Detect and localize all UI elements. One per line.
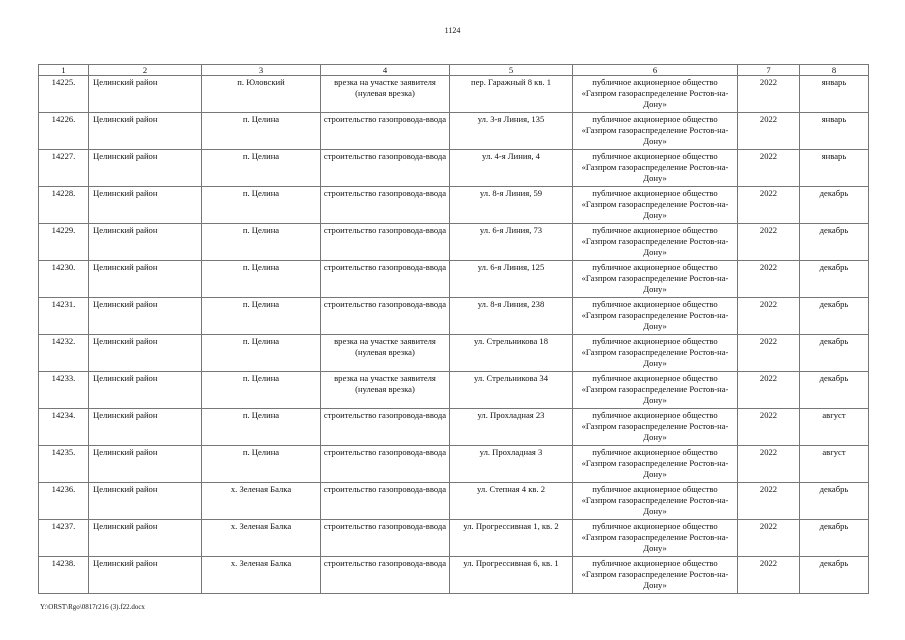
- year-cell: 2022: [738, 261, 800, 298]
- month-cell: январь: [800, 150, 869, 187]
- settlement-cell: х. Зеленая Балка: [202, 520, 321, 557]
- row-number-cell: 14232.: [39, 335, 89, 372]
- address-cell: ул. Прогрессивная 6, кв. 1: [450, 557, 573, 594]
- organization-cell: публичное акционерное общество «Газпром газораспределение Ростов-на-Дону»: [573, 150, 738, 187]
- row-number-cell: 14231.: [39, 298, 89, 335]
- row-number-cell: 14226.: [39, 113, 89, 150]
- row-number-cell: 14235.: [39, 446, 89, 483]
- row-number-cell: 14233.: [39, 372, 89, 409]
- table-row: [39, 409, 869, 446]
- year-cell: 2022: [738, 372, 800, 409]
- address-cell: ул. Прохладная 23: [450, 409, 573, 446]
- table-row: [39, 150, 869, 187]
- year-cell: 2022: [738, 224, 800, 261]
- district-cell: Целинский район: [89, 298, 202, 335]
- table-row: [39, 298, 869, 335]
- district-cell: Целинский район: [89, 483, 202, 520]
- settlement-cell: п. Целина: [202, 298, 321, 335]
- settlement-cell: п. Целина: [202, 150, 321, 187]
- work-type-cell: строительство газопровода-ввода: [321, 224, 450, 261]
- settlement-cell: п. Целина: [202, 187, 321, 224]
- year-cell: 2022: [738, 150, 800, 187]
- address-cell: ул. 6-я Линия, 73: [450, 224, 573, 261]
- work-type-cell: строительство газопровода-ввода: [321, 483, 450, 520]
- month-cell: декабрь: [800, 224, 869, 261]
- column-header-2: 2: [89, 65, 202, 76]
- organization-cell: публичное акционерное общество «Газпром газораспределение Ростов-на-Дону»: [573, 446, 738, 483]
- organization-cell: публичное акционерное общество «Газпром газораспределение Ростов-на-Дону»: [573, 224, 738, 261]
- row-number-cell: 14227.: [39, 150, 89, 187]
- row-number-cell: 14238.: [39, 557, 89, 594]
- table-row: [39, 76, 869, 113]
- year-cell: 2022: [738, 76, 800, 113]
- district-cell: Целинский район: [89, 76, 202, 113]
- district-cell: Целинский район: [89, 520, 202, 557]
- district-cell: Целинский район: [89, 335, 202, 372]
- table-row: [39, 224, 869, 261]
- organization-cell: публичное акционерное общество «Газпром газораспределение Ростов-на-Дону»: [573, 520, 738, 557]
- settlement-cell: п. Целина: [202, 335, 321, 372]
- address-cell: ул. Стрельникова 18: [450, 335, 573, 372]
- address-cell: ул. 8-я Линия, 238: [450, 298, 573, 335]
- file-path-footer: Y:\ORST\Rgo\0817r216 (3).f22.docx: [40, 603, 145, 611]
- table-row: [39, 113, 869, 150]
- work-type-cell: строительство газопровода-ввода: [321, 298, 450, 335]
- district-cell: Целинский район: [89, 113, 202, 150]
- register-table: [38, 64, 869, 594]
- settlement-cell: п. Целина: [202, 372, 321, 409]
- month-cell: декабрь: [800, 557, 869, 594]
- work-type-cell: врезка на участке заявителя (нулевая врезка): [321, 372, 450, 409]
- column-header-5: 5: [450, 65, 573, 76]
- row-number-cell: 14225.: [39, 76, 89, 113]
- column-header-7: 7: [738, 65, 800, 76]
- district-cell: Целинский район: [89, 372, 202, 409]
- page-number: 1124: [444, 26, 461, 35]
- month-cell: декабрь: [800, 187, 869, 224]
- column-header-8: 8: [800, 65, 869, 76]
- table-header-row: [39, 65, 869, 76]
- settlement-cell: п. Целина: [202, 409, 321, 446]
- row-number-cell: 14236.: [39, 483, 89, 520]
- address-cell: ул. 8-я Линия, 59: [450, 187, 573, 224]
- year-cell: 2022: [738, 187, 800, 224]
- district-cell: Целинский район: [89, 224, 202, 261]
- row-number-cell: 14230.: [39, 261, 89, 298]
- table-row: [39, 483, 869, 520]
- table-row: [39, 557, 869, 594]
- work-type-cell: врезка на участке заявителя (нулевая врезка): [321, 335, 450, 372]
- organization-cell: публичное акционерное общество «Газпром газораспределение Ростов-на-Дону»: [573, 335, 738, 372]
- column-header-6: 6: [573, 65, 738, 76]
- work-type-cell: врезка на участке заявителя (нулевая врезка): [321, 76, 450, 113]
- organization-cell: публичное акционерное общество «Газпром газораспределение Ростов-на-Дону»: [573, 372, 738, 409]
- year-cell: 2022: [738, 446, 800, 483]
- year-cell: 2022: [738, 520, 800, 557]
- organization-cell: публичное акционерное общество «Газпром газораспределение Ростов-на-Дону»: [573, 76, 738, 113]
- settlement-cell: п. Юловский: [202, 76, 321, 113]
- work-type-cell: строительство газопровода-ввода: [321, 187, 450, 224]
- address-cell: ул. 3-я Линия, 135: [450, 113, 573, 150]
- organization-cell: публичное акционерное общество «Газпром газораспределение Ростов-на-Дону»: [573, 409, 738, 446]
- work-type-cell: строительство газопровода-ввода: [321, 409, 450, 446]
- year-cell: 2022: [738, 483, 800, 520]
- work-type-cell: строительство газопровода-ввода: [321, 113, 450, 150]
- settlement-cell: х. Зеленая Балка: [202, 483, 321, 520]
- district-cell: Целинский район: [89, 187, 202, 224]
- year-cell: 2022: [738, 557, 800, 594]
- work-type-cell: строительство газопровода-ввода: [321, 520, 450, 557]
- organization-cell: публичное акционерное общество «Газпром газораспределение Ростов-на-Дону»: [573, 557, 738, 594]
- row-number-cell: 14229.: [39, 224, 89, 261]
- settlement-cell: п. Целина: [202, 446, 321, 483]
- work-type-cell: строительство газопровода-ввода: [321, 557, 450, 594]
- column-header-3: 3: [202, 65, 321, 76]
- month-cell: декабрь: [800, 335, 869, 372]
- row-number-cell: 14237.: [39, 520, 89, 557]
- address-cell: ул. Прогрессивная 1, кв. 2: [450, 520, 573, 557]
- work-type-cell: строительство газопровода-ввода: [321, 446, 450, 483]
- month-cell: январь: [800, 76, 869, 113]
- month-cell: декабрь: [800, 372, 869, 409]
- table-body: [39, 76, 869, 594]
- month-cell: август: [800, 409, 869, 446]
- district-cell: Целинский район: [89, 446, 202, 483]
- address-cell: ул. 6-я Линия, 125: [450, 261, 573, 298]
- address-cell: ул. 4-я Линия, 4: [450, 150, 573, 187]
- settlement-cell: п. Целина: [202, 113, 321, 150]
- month-cell: январь: [800, 113, 869, 150]
- organization-cell: публичное акционерное общество «Газпром газораспределение Ростов-на-Дону»: [573, 113, 738, 150]
- settlement-cell: п. Целина: [202, 261, 321, 298]
- work-type-cell: строительство газопровода-ввода: [321, 261, 450, 298]
- organization-cell: публичное акционерное общество «Газпром газораспределение Ростов-на-Дону»: [573, 298, 738, 335]
- address-cell: ул. Прохладная 3: [450, 446, 573, 483]
- district-cell: Целинский район: [89, 557, 202, 594]
- month-cell: декабрь: [800, 298, 869, 335]
- table-row: [39, 335, 869, 372]
- month-cell: август: [800, 446, 869, 483]
- month-cell: декабрь: [800, 520, 869, 557]
- organization-cell: публичное акционерное общество «Газпром газораспределение Ростов-на-Дону»: [573, 187, 738, 224]
- row-number-cell: 14228.: [39, 187, 89, 224]
- column-header-1: 1: [39, 65, 89, 76]
- table-row: [39, 261, 869, 298]
- table-row: [39, 372, 869, 409]
- row-number-cell: 14234.: [39, 409, 89, 446]
- district-cell: Целинский район: [89, 409, 202, 446]
- address-cell: ул. Стрельникова 34: [450, 372, 573, 409]
- organization-cell: публичное акционерное общество «Газпром газораспределение Ростов-на-Дону»: [573, 261, 738, 298]
- column-header-4: 4: [321, 65, 450, 76]
- settlement-cell: х. Зеленая Балка: [202, 557, 321, 594]
- district-cell: Целинский район: [89, 261, 202, 298]
- year-cell: 2022: [738, 409, 800, 446]
- address-cell: ул. Степная 4 кв. 2: [450, 483, 573, 520]
- work-type-cell: строительство газопровода-ввода: [321, 150, 450, 187]
- organization-cell: публичное акционерное общество «Газпром газораспределение Ростов-на-Дону»: [573, 483, 738, 520]
- table-row: [39, 446, 869, 483]
- year-cell: 2022: [738, 298, 800, 335]
- settlement-cell: п. Целина: [202, 224, 321, 261]
- table-row: [39, 187, 869, 224]
- month-cell: декабрь: [800, 483, 869, 520]
- address-cell: пер. Гаражный 8 кв. 1: [450, 76, 573, 113]
- year-cell: 2022: [738, 113, 800, 150]
- district-cell: Целинский район: [89, 150, 202, 187]
- table-row: [39, 520, 869, 557]
- year-cell: 2022: [738, 335, 800, 372]
- month-cell: декабрь: [800, 261, 869, 298]
